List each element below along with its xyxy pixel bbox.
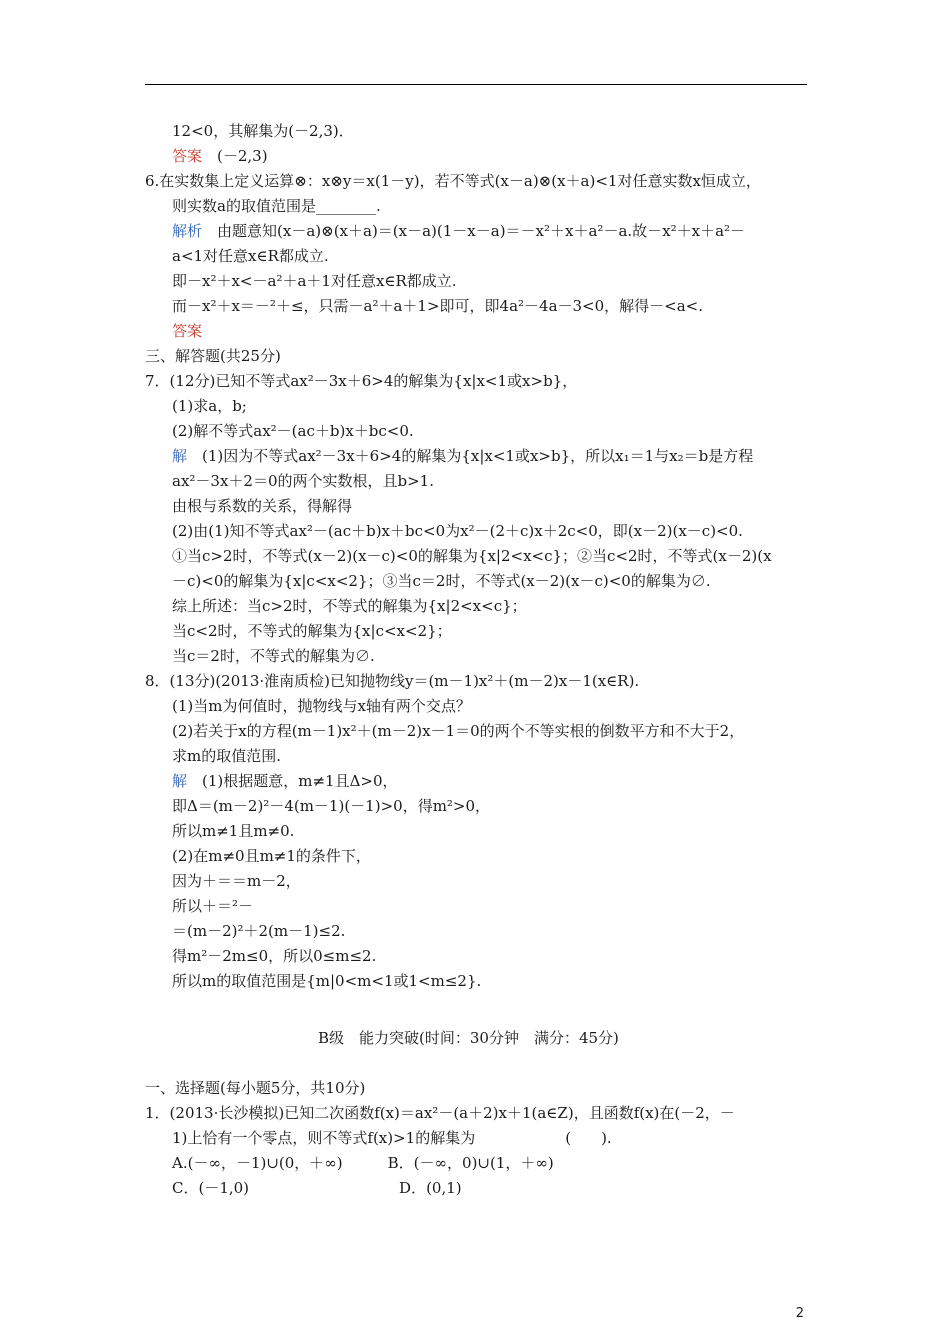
text-line [145,346,281,366]
text-line [172,196,381,216]
text-segment: 所以m的取值范围是{m|0<m<1或1<m≤2}. [172,972,482,990]
text-line [172,221,745,241]
text-line [172,546,772,566]
text-line [145,1103,735,1123]
text-line [172,821,294,841]
text-segment: 求m的取值范围. [172,747,281,765]
text-segment: ＝(m－2)²＋2(m－1)≤2. [172,922,346,940]
text-line [172,296,703,316]
text-line [172,696,471,716]
text-segment: a<1对任意x∈R都成立. [172,247,329,265]
text-line [172,646,375,666]
text-line [318,1028,619,1048]
text-line [172,146,268,166]
text-segment: 三、解答题(共25分) [145,347,281,365]
text-segment: 综上所述：当c>2时，不等式的解集为{x|2<x<c}； [172,597,527,615]
text-segment: 6.在实数集上定义运算⊗：x⊗y＝x(1－y)，若不等式(x－a)⊗(x＋a)<1对任意实数x恒成立， [145,172,761,190]
text-line [172,271,457,291]
text-line [172,721,744,741]
text-segment: 所以m≠1且m≠0. [172,822,295,840]
text-segment: －c)<0的解集为{x|c<x<2}；③当c＝2时，不等式(x－2)(x－c)<0的解集为∅. [172,572,711,590]
text-line [172,571,711,591]
text-segment: 1．(2013·长沙模拟)已知二次函数f(x)＝ax²－(a＋2)x＋1(a∈Z)，且函数f(x)在(－2，－ [145,1104,735,1122]
text-line [172,621,452,641]
text-line [172,1153,554,1173]
text-line [172,1178,462,1198]
text-segment: 8．(13分)(2013·淮南质检)已知抛物线y＝(m－1)x²＋(m－2)x－1(x∈R). [145,672,640,690]
text-segment: 7．(12分)已知不等式ax²－3x＋6>4的解集为{x|x<1或x>b}， [145,372,578,390]
text-line [172,596,527,616]
text-segment: 由题意知(x－a)⊗(x＋a)＝(x－a)(1－x－a)＝－x²＋x＋a²－a.故－x²＋x＋a²－ [202,222,746,240]
text-line [172,121,354,141]
text-segment: 当c＝2时，不等式的解集为∅. [172,647,375,665]
text-line [172,396,247,416]
label-blue: 解 [172,447,188,465]
text-segment: 由根与系数的关系，得解得 [172,497,353,515]
text-line [145,171,761,191]
text-line [172,746,281,766]
text-segment: (2)若关于x的方程(m－1)x²＋(m－2)x－1＝0的两个不等实根的倒数平方和不大于2， [172,722,745,740]
text-segment: 一、选择题(每小题5分，共10分) [145,1079,366,1097]
text-segment: (1)因为不等式ax²－3x＋6>4的解集为{x|x<1或x>b}，所以x₁＝1与x₂＝b是方程 [187,447,754,465]
text-segment: (1)根据题意，m≠1且Δ>0， [187,772,398,790]
text-segment: 1)上恰有一个零点，则不等式f(x)>1的解集为 ( ). [172,1129,612,1147]
page-number: 2 [795,1306,804,1321]
text-line [172,846,371,866]
text-line [172,446,753,466]
text-segment: 得m²－2m≤0，所以0≤m≤2. [172,947,377,965]
text-segment: 所以＋＝²－ [172,897,254,915]
text-segment: (2)由(1)知不等式ax²－(ac＋b)x＋bc<0为x²－(2＋c)x＋2c<0，即(x－2)(x－c)<0. [172,522,743,540]
text-line [172,946,376,966]
text-line [172,521,743,541]
text-segment: C．(－1,0) D．(0,1) [172,1179,462,1197]
text-line [172,321,202,341]
text-line [145,371,577,391]
text-segment: 即－x²＋x<－a²＋a＋1对任意x∈R都成立. [172,272,457,290]
text-segment: A.(－∞，－1)∪(0，＋∞) B．(－∞，0)∪(1，＋∞) [172,1154,554,1172]
text-segment: 则实数a的取值范围是________. [172,197,381,215]
text-segment: 12<0，其解集为(－2,3)． [172,122,354,140]
text-line [172,796,490,816]
label-blue: 解 [172,772,188,790]
text-line [172,246,329,266]
text-line [172,421,414,441]
label-blue: 解析 [172,222,203,240]
text-line [172,471,434,491]
text-line [172,871,301,891]
text-segment: 即Δ＝(m－2)²－4(m－1)(－1)>0，得m²>0， [172,797,491,815]
text-line [172,771,398,791]
text-segment: ax²－3x＋2＝0的两个实数根，且b>1. [172,472,434,490]
text-segment: 当c<2时，不等式的解集为{x|c<x<2}； [172,622,452,640]
text-line [145,1078,365,1098]
label-red: 答案 [172,147,203,165]
text-segment: ①当c>2时，不等式(x－2)(x－c)<0的解集为{x|2<x<c}；②当c<2时，不等式(x－2)(x [172,547,772,565]
text-line [172,1128,612,1148]
text-segment: 因为＋＝＝m－2， [172,872,301,890]
text-line [172,496,352,516]
text-line [172,971,481,991]
label-red: 答案 [172,322,203,340]
text-line [145,671,639,691]
text-segment: (2)解不等式ax²－(ac＋b)x＋bc<0. [172,422,414,440]
text-line [172,921,345,941]
text-segment: (1)当m为何值时，抛物线与x轴有两个交点？ [172,697,471,715]
text-segment: (2)在m≠0且m≠1的条件下， [172,847,371,865]
header-rule [145,84,807,85]
text-segment: 而－x²＋x＝－²＋≤，只需－a²＋a＋1>即可，即4a²－4a－3<0，解得－<a<. [172,297,704,315]
text-line [172,896,253,916]
text-segment: (－2,3) [202,147,268,165]
text-segment: B级 能力突破(时间：30分钟 满分：45分) [318,1029,619,1047]
text-segment: (1)求a，b; [172,397,247,415]
